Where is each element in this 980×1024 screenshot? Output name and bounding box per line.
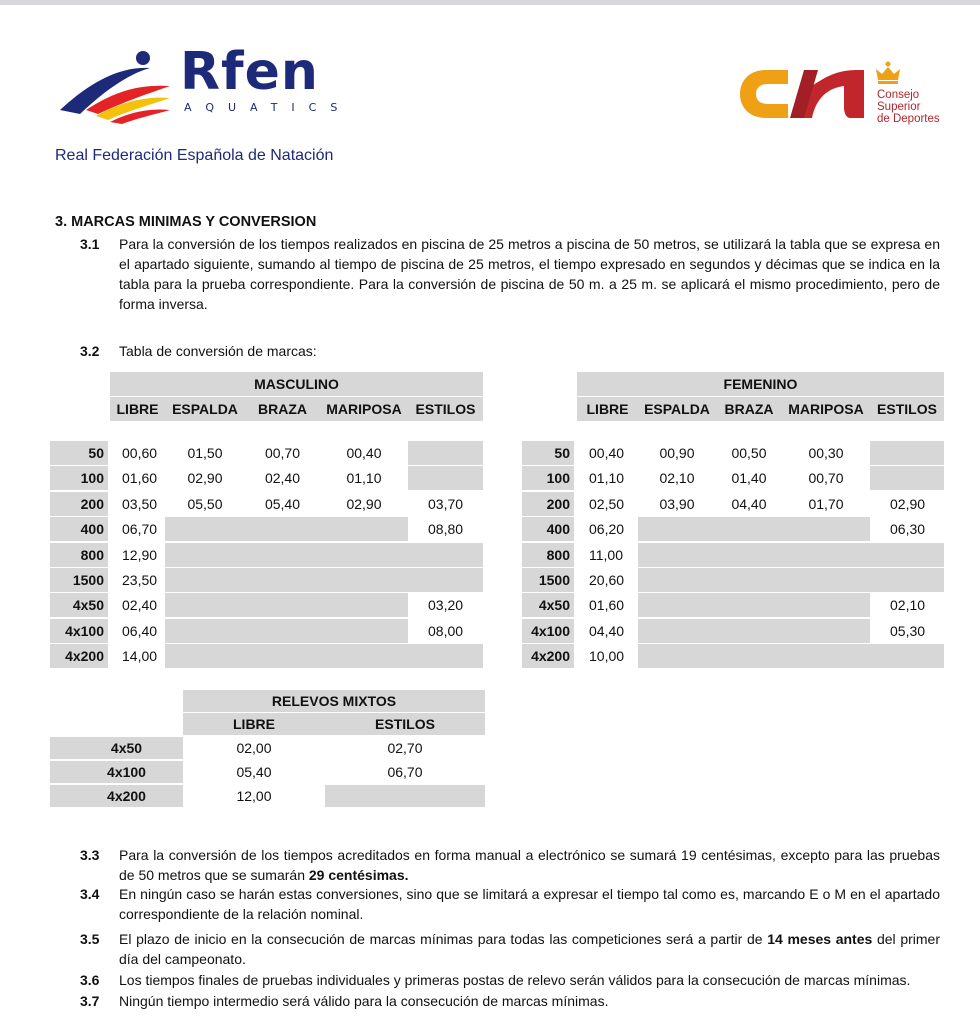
masculino-row-label: 50 xyxy=(50,441,108,465)
masculino-cell: 02,40 xyxy=(245,466,320,490)
femenino-cell xyxy=(638,593,716,617)
masculino-cell: 01,50 xyxy=(165,441,245,465)
mixtos-title: RELEVOS MIXTOS xyxy=(183,690,485,712)
femenino-row-label: 100 xyxy=(522,466,574,490)
masculino-cell xyxy=(165,568,245,592)
masculino-cell xyxy=(408,568,483,592)
masculino-cell: 06,40 xyxy=(110,619,165,643)
masculino-cell: 03,50 xyxy=(110,492,165,516)
masculino-cell: 14,00 xyxy=(110,644,165,668)
femenino-cell: 00,70 xyxy=(782,466,870,490)
femenino-cell: 02,90 xyxy=(870,492,944,516)
masculino-col-header: ESTILOS xyxy=(408,397,483,421)
masculino-row-label: 400 xyxy=(50,517,108,541)
femenino-cell xyxy=(870,466,944,490)
masculino-cell: 00,40 xyxy=(320,441,408,465)
femenino-cell: 00,50 xyxy=(716,441,782,465)
femenino-cell: 06,30 xyxy=(870,517,944,541)
masculino-cell: 01,10 xyxy=(320,466,408,490)
femenino-row-label: 4x50 xyxy=(522,593,574,617)
femenino-cell xyxy=(782,517,870,541)
csd-line: Consejo xyxy=(877,89,920,101)
paragraph-number: 3.4 xyxy=(80,886,100,902)
masculino-row-label: 100 xyxy=(50,466,108,490)
masculino-cell xyxy=(165,593,245,617)
csd-logo xyxy=(738,62,868,126)
paragraph-number: 3.2 xyxy=(80,343,100,359)
masculino-cell: 01,60 xyxy=(110,466,165,490)
femenino-cell xyxy=(638,517,716,541)
femenino-cell xyxy=(870,543,944,567)
femenino-cell xyxy=(870,441,944,465)
femenino-cell: 01,10 xyxy=(577,466,638,490)
paragraph-number: 3.7 xyxy=(80,993,100,1009)
femenino-cell: 01,70 xyxy=(782,492,870,516)
femenino-cell: 20,60 xyxy=(577,568,638,592)
masculino-cell xyxy=(165,644,245,668)
femenino-cell xyxy=(716,543,782,567)
femenino-cell xyxy=(638,568,716,592)
csd-line: de Deportes xyxy=(877,113,940,125)
masculino-cell xyxy=(320,517,408,541)
rfen-wordmark: Rfen xyxy=(180,42,319,102)
femenino-col-header: ESTILOS xyxy=(870,397,944,421)
masculino-cell xyxy=(320,568,408,592)
masculino-cell xyxy=(245,517,320,541)
paragraph-number: 3.3 xyxy=(80,847,100,863)
text-part: del primer día del campeonato. xyxy=(119,931,940,967)
paragraph-3-4 xyxy=(80,884,940,924)
femenino-row-label: 1500 xyxy=(522,568,574,592)
masculino-cell: 02,40 xyxy=(110,593,165,617)
femenino-cell xyxy=(638,543,716,567)
masculino-cell xyxy=(245,619,320,643)
masculino-cell xyxy=(408,543,483,567)
paragraph-3-6 xyxy=(80,970,940,990)
femenino-cell xyxy=(782,593,870,617)
femenino-cell: 00,30 xyxy=(782,441,870,465)
mixtos-col-header: LIBRE xyxy=(183,713,325,735)
paragraph-text: En ningún caso se harán estas conversiones, sino que se limitará a expresar el tiempo tal como es, marcando E o M en el apartado correspondiente de la relación nominal. xyxy=(119,886,940,922)
femenino-cell: 01,60 xyxy=(577,593,638,617)
masculino-cell xyxy=(165,517,245,541)
masculino-cell: 23,50 xyxy=(110,568,165,592)
femenino-cell: 02,50 xyxy=(577,492,638,516)
femenino-cell xyxy=(782,543,870,567)
masculino-cell: 05,40 xyxy=(245,492,320,516)
femenino-cell xyxy=(716,517,782,541)
paragraph-text: Tabla de conversión de marcas: xyxy=(119,343,317,359)
femenino-cell: 06,20 xyxy=(577,517,638,541)
masculino-row-label: 4x100 xyxy=(50,619,108,643)
femenino-cell: 04,40 xyxy=(716,492,782,516)
femenino-cell xyxy=(638,619,716,643)
paragraph-text: Para la conversión de los tiempos realizados en piscina de 25 metros a piscina de 50 metros, se utilizará la tabla que se expresa en el apartado siguiente, sumando al tiempo de piscina de 25 metros, el tiempo expresado en segundos y décimas que se indica en la tabla para la prueba correspondiente. Para la conversión de piscina de 50 m. a 25 m. se aplicará el mismo procedimiento, pero de forma inversa. xyxy=(119,236,940,312)
mixtos-cell: 06,70 xyxy=(325,761,485,783)
femenino-cell: 00,90 xyxy=(638,441,716,465)
femenino-cell: 02,10 xyxy=(638,466,716,490)
paragraph-3-3 xyxy=(80,845,940,885)
femenino-cell xyxy=(716,568,782,592)
femenino-row-label: 200 xyxy=(522,492,574,516)
femenino-cell xyxy=(716,619,782,643)
masculino-cell: 00,70 xyxy=(245,441,320,465)
femenino-cell xyxy=(782,568,870,592)
bold-text: 29 centésimas. xyxy=(308,867,409,883)
top-border xyxy=(0,0,980,5)
masculino-row-label: 4x50 xyxy=(50,593,108,617)
masculino-cell xyxy=(320,619,408,643)
mixtos-cell xyxy=(325,785,485,807)
femenino-row-label: 800 xyxy=(522,543,574,567)
mixtos-col-header: ESTILOS xyxy=(325,713,485,735)
femenino-row-label: 400 xyxy=(522,517,574,541)
paragraph-text xyxy=(119,845,940,885)
femenino-col-header: BRAZA xyxy=(716,397,782,421)
masculino-cell: 02,90 xyxy=(320,492,408,516)
paragraph-text: Los tiempos finales de pruebas individuales y primeras postas de relevo serán válidos para la consecución de marcas mínimas. xyxy=(119,972,911,988)
masculino-cell: 02,90 xyxy=(165,466,245,490)
femenino-cell: 01,40 xyxy=(716,466,782,490)
femenino-col-header: MARIPOSA xyxy=(782,397,870,421)
mixtos-cell: 05,40 xyxy=(183,761,325,783)
text-part: Para la conversión de los tiempos acreditados en forma manual a electrónico se sumará 19 centésimas, excepto para las pruebas de 50 metros que se sumarán xyxy=(119,847,940,883)
paragraph-3-1 xyxy=(80,234,940,314)
masculino-cell: 12,90 xyxy=(110,543,165,567)
csd-line: Superior xyxy=(877,101,921,113)
femenino-cell: 10,00 xyxy=(577,644,638,668)
masculino-cell xyxy=(320,593,408,617)
femenino-row-label: 4x100 xyxy=(522,619,574,643)
femenino-cell xyxy=(870,568,944,592)
paragraph-3-7 xyxy=(80,991,940,1011)
masculino-cell: 05,50 xyxy=(165,492,245,516)
mixtos-row-label: 4x50 xyxy=(50,737,183,759)
masculino-cell xyxy=(320,543,408,567)
paragraph-number: 3.6 xyxy=(80,972,100,988)
masculino-cell xyxy=(245,568,320,592)
masculino-cell: 08,00 xyxy=(408,619,483,643)
masculino-cell xyxy=(245,644,320,668)
mixtos-row-label: 4x100 xyxy=(50,761,183,783)
masculino-cell xyxy=(320,644,408,668)
masculino-cell xyxy=(408,644,483,668)
masculino-row-label: 4x200 xyxy=(50,644,108,668)
masculino-cell: 08,80 xyxy=(408,517,483,541)
masculino-col-header: LIBRE xyxy=(110,397,165,421)
mixtos-cell: 12,00 xyxy=(183,785,325,807)
org-name: Real Federación Española de Natación xyxy=(55,147,334,164)
femenino-cell: 04,40 xyxy=(577,619,638,643)
masculino-cell: 00,60 xyxy=(110,441,165,465)
masculino-cell xyxy=(245,593,320,617)
femenino-cell: 00,40 xyxy=(577,441,638,465)
masculino-cell xyxy=(165,543,245,567)
crown-icon xyxy=(874,60,902,86)
femenino-cell xyxy=(870,644,944,668)
masculino-cell xyxy=(408,441,483,465)
femenino-col-header: ESPALDA xyxy=(638,397,716,421)
masculino-col-header: MARIPOSA xyxy=(320,397,408,421)
femenino-row-label: 4x200 xyxy=(522,644,574,668)
femenino-row-label: 50 xyxy=(522,441,574,465)
femenino-cell xyxy=(716,644,782,668)
rfen-subtitle: AQUATICS xyxy=(184,101,352,114)
masculino-title: MASCULINO xyxy=(110,372,483,396)
masculino-row-label: 1500 xyxy=(50,568,108,592)
masculino-cell xyxy=(408,466,483,490)
masculino-cell xyxy=(245,543,320,567)
text-part: El plazo de inicio en la consecución de marcas mínimas para todas las competiciones será a partir de xyxy=(119,931,768,947)
masculino-cell: 03,20 xyxy=(408,593,483,617)
csd-text xyxy=(877,89,940,125)
femenino-cell: 02,10 xyxy=(870,593,944,617)
masculino-col-header: ESPALDA xyxy=(165,397,245,421)
mixtos-cell: 02,00 xyxy=(183,737,325,759)
paragraph-text xyxy=(119,929,940,969)
masculino-row-label: 200 xyxy=(50,492,108,516)
paragraph-number: 3.1 xyxy=(80,236,100,252)
femenino-cell xyxy=(638,644,716,668)
femenino-title: FEMENINO xyxy=(577,372,944,396)
section-title: 3. MARCAS MINIMAS Y CONVERSION xyxy=(55,214,317,230)
femenino-cell xyxy=(716,593,782,617)
masculino-cell xyxy=(165,619,245,643)
mixtos-cell: 02,70 xyxy=(325,737,485,759)
femenino-cell xyxy=(782,644,870,668)
paragraph-text: Ningún tiempo intermedio será válido para la consecución de marcas mínimas. xyxy=(119,993,609,1009)
paragraph-number: 3.5 xyxy=(80,931,100,947)
femenino-col-header: LIBRE xyxy=(577,397,638,421)
mixtos-row-label: 4x200 xyxy=(50,785,183,807)
masculino-cell: 03,70 xyxy=(408,492,483,516)
masculino-row-label: 800 xyxy=(50,543,108,567)
paragraph-3-5 xyxy=(80,929,940,969)
femenino-cell xyxy=(782,619,870,643)
femenino-cell: 11,00 xyxy=(577,543,638,567)
paragraph-3-2 xyxy=(80,341,940,361)
masculino-cell: 06,70 xyxy=(110,517,165,541)
femenino-cell: 05,30 xyxy=(870,619,944,643)
masculino-col-header: BRAZA xyxy=(245,397,320,421)
bold-text: 14 meses antes xyxy=(767,931,873,947)
femenino-cell: 03,90 xyxy=(638,492,716,516)
